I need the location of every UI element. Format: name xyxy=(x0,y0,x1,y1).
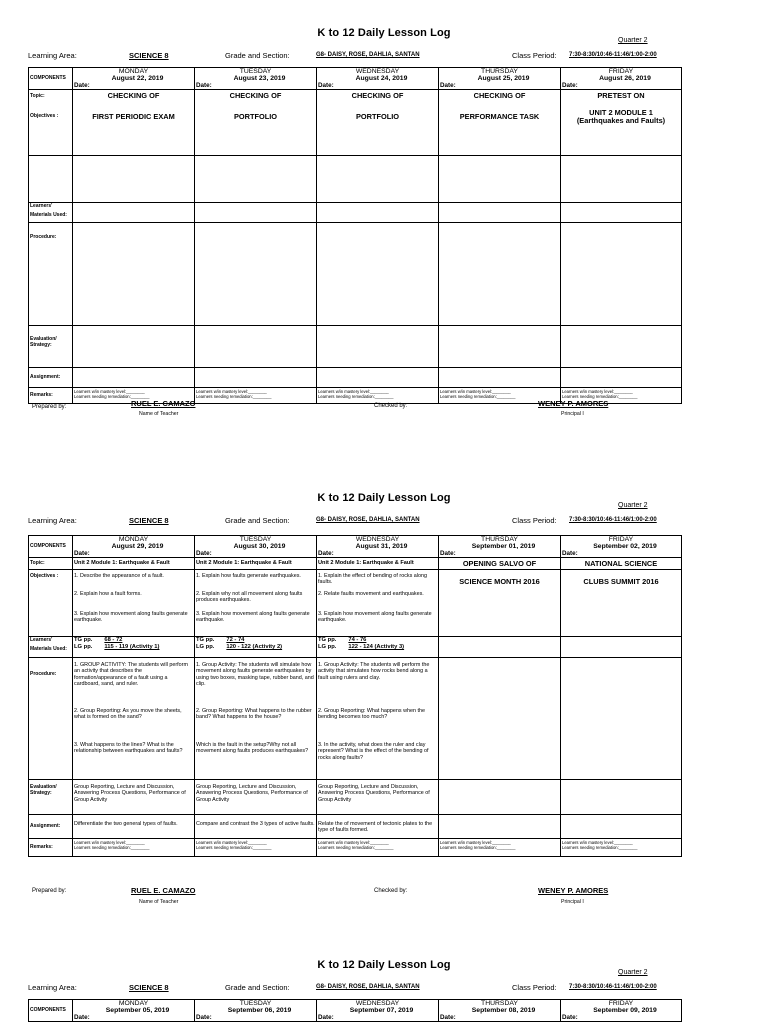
day-cell: WEDNESDAY Date: September 07, 2019 xyxy=(317,1000,439,1022)
remarks-cell: Learners w/in mastery level:________ Learners needing remediation:________ xyxy=(195,388,317,404)
objectives-cell: 1. Explain how faults generate earthquakes. 2. Explain why not all movement along faults produces earthquakes. 3. Explain how movement along faults generate earthquake. xyxy=(195,570,317,637)
remarks-row xyxy=(29,839,682,857)
topic-cell: CHECKING OF PERFORMANCE TASK xyxy=(439,90,561,156)
day-cell: TUESDAY Date: August 23, 2019 xyxy=(195,68,317,90)
principal-title: Principal I xyxy=(561,411,584,417)
class-period-value: 7:30-8:30/10:46-11:46/1:00-2:00 xyxy=(569,984,657,990)
quarter-label: Quarter 2 xyxy=(618,502,648,509)
log-title: K to 12 Daily Lesson Log xyxy=(317,492,451,504)
remarks-cell: Learners w/in mastery level:________ Learners needing remediation:________ xyxy=(73,388,195,404)
topic-objectives-row xyxy=(29,90,682,156)
day-cell: THURSDAY Date: August 25, 2019 xyxy=(439,68,561,90)
lesson-table xyxy=(28,999,682,1022)
remarks-cell: Learners w/in mastery level:________ Learners needing remediation:________ xyxy=(317,839,439,857)
assignment-label: Assignment: xyxy=(29,368,73,388)
evaluation-row xyxy=(29,780,682,815)
objectives-row xyxy=(29,570,682,637)
log-title: K to 12 Daily Lesson Log xyxy=(317,27,451,39)
grade-section-label: Grade and Section: xyxy=(225,516,290,525)
assignment-label: Assignment: xyxy=(29,815,73,839)
remarks-cell: Learners w/in mastery level:________ Learners needing remediation:________ xyxy=(195,839,317,857)
day-cell: THURSDAY Date: September 01, 2019 xyxy=(439,536,561,558)
class-period-label: Class Period: xyxy=(512,516,557,525)
remarks-cell: Learners w/in mastery level:________ Learners needing remediation:________ xyxy=(73,839,195,857)
evaluation-label: Evaluation/ Strategy: xyxy=(29,780,73,815)
procedure-cell: 1. Group Activity: The students will simulate how movement along faults generate earthquakes by using two boxes, masking tape, rubber band, and clip. 2. Group Reporting: What happens to the rubber band? What happens to the house? Which is the fault in the setup?Why not all movement along faults produces earthquakes? xyxy=(195,658,317,780)
evaluation-cell: Group Reporting, Lecture and Discussion, Answering Process Questions, Performance of Group Activity xyxy=(195,780,317,815)
day-cell: WEDNESDAY Date: August 31, 2019 xyxy=(317,536,439,558)
assignment-cell: Differentiate the two general types of faults. xyxy=(73,815,195,839)
day-cell: WEDNESDAY Date: August 24, 2019 xyxy=(317,68,439,90)
checked-by-label: Checked by: xyxy=(374,403,408,409)
learning-area-value: SCIENCE 8 xyxy=(129,516,169,525)
day-cell: MONDAY Date: September 05, 2019 xyxy=(73,1000,195,1022)
components-label: COMPONENTS xyxy=(29,1000,73,1022)
topic-cell: CHECKING OF PORTFOLIO xyxy=(317,90,439,156)
day-cell: FRIDAY Date: August 26, 2019 xyxy=(561,68,682,90)
class-period-value: 7:30-8:30/10:46-11:46/1:00-2:00 xyxy=(569,52,657,58)
teacher-title: Name of Teacher xyxy=(139,411,179,417)
assignment-cell: Relate the of movement of tectonic plates to the type of faults formed. xyxy=(317,815,439,839)
grade-section-value: G8- DAISY, ROSE, DAHLIA, SANTAN xyxy=(316,517,420,523)
learning-area-label: Learning Area: xyxy=(28,516,77,525)
remarks-label: Remarks: xyxy=(29,839,73,857)
objectives-cell: CLUBS SUMMIT 2016 xyxy=(561,570,682,637)
topic-cell: Unit 2 Module 1: Earthquake & Fault xyxy=(317,558,439,570)
log-title: K to 12 Daily Lesson Log xyxy=(317,959,451,971)
procedure-row xyxy=(29,223,682,326)
procedure-cell: 1. GROUP ACTIVITY: The students will perform an activity that describes the formation/appearance of a fault using a cardboard, sand, and ruler. 2. Group Reporting: As you move the sheets, what is formed on the sand? 3. What happens to the lines? What is the relationship between earthquakes and faults? xyxy=(73,658,195,780)
topic-cell: OPENING SALVO OF xyxy=(439,558,561,570)
quarter-label: Quarter 2 xyxy=(618,37,648,44)
topic-cell: Unit 2 Module 1: Earthquake & Fault xyxy=(73,558,195,570)
materials-cell: TG pp. 68 - 72 LG pp. 115 - 119 (Activity 1) xyxy=(73,637,195,658)
topic-label: Topic: xyxy=(29,558,73,570)
remarks-cell: Learners w/in mastery level:________ Learners needing remediation:________ xyxy=(561,388,682,404)
class-period-label: Class Period: xyxy=(512,51,557,60)
grade-section-label: Grade and Section: xyxy=(225,983,290,992)
procedure-row xyxy=(29,658,682,780)
learning-area-label: Learning Area: xyxy=(28,51,77,60)
grade-section-label: Grade and Section: xyxy=(225,51,290,60)
day-cell: THURSDAY Date: September 08, 2019 xyxy=(439,1000,561,1022)
topic-label: Topic: Objectives : xyxy=(29,90,73,156)
objectives-cell: 1. Describe the appearance of a fault. 2. Explain how a fault forms. 3. Explain how movement along faults generate earthquake. xyxy=(73,570,195,637)
topic-cell: CHECKING OF FIRST PERIODIC EXAM xyxy=(73,90,195,156)
objectives-label: Objectives : xyxy=(29,570,73,637)
remarks-cell: Learners w/in mastery level:________ Learners needing remediation:________ xyxy=(561,839,682,857)
evaluation-cell: Group Reporting, Lecture and Discussion, Answering Process Questions, Performance of Group Activity xyxy=(317,780,439,815)
day-cell: TUESDAY Date: August 30, 2019 xyxy=(195,536,317,558)
remarks-cell: Learners w/in mastery level:________ Learners needing remediation:________ xyxy=(439,839,561,857)
days-row xyxy=(29,536,682,558)
topic-cell: PRETEST ON UNIT 2 MODULE 1 (Earthquakes and Faults) xyxy=(561,90,682,156)
remarks-label: Remarks: xyxy=(29,388,73,404)
prepared-by-label: Prepared by: xyxy=(32,404,67,410)
class-period-value: 7:30-8:30/10:46-11:46/1:00-2:00 xyxy=(569,517,657,523)
grade-section-value: G8- DAISY, ROSE, DAHLIA, SANTAN xyxy=(316,52,420,58)
evaluation-label: Evaluation/ Strategy: xyxy=(29,326,73,368)
materials-cell: TG pp. 72 - 74 LG pp. 120 - 122 (Activity 2) xyxy=(195,637,317,658)
objectives-cell: SCIENCE MONTH 2016 xyxy=(439,570,561,637)
teacher-title: Name of Teacher xyxy=(139,899,179,905)
teacher-name: RUEL E. CAMAZO xyxy=(131,886,196,895)
remarks-cell: Learners w/in mastery level:________ Learners needing remediation:________ xyxy=(439,388,561,404)
day-cell: TUESDAY Date: September 06, 2019 xyxy=(195,1000,317,1022)
remarks-cell: Learners w/in mastery level:________ Learners needing remediation:________ xyxy=(317,388,439,404)
assignment-cell: Compare and contrast the 3 types of active faults. xyxy=(195,815,317,839)
topic-cell: Unit 2 Module 1: Earthquake & Fault xyxy=(195,558,317,570)
day-cell: FRIDAY Date: September 02, 2019 xyxy=(561,536,682,558)
procedure-label: Procedure: xyxy=(29,223,73,326)
objectives-cell: 1. Explain the effect of bending of rocks along faults. 2. Relate faults movement and earthquakes. 3. Explain how movement along faults generate earthquake. xyxy=(317,570,439,637)
lesson-table xyxy=(28,535,682,857)
principal-title: Principal I xyxy=(561,899,584,905)
days-row xyxy=(29,68,682,90)
materials-label: Learners' Materials Used: xyxy=(29,203,73,223)
materials-label: Learners' Materials Used: xyxy=(29,637,73,658)
prepared-by-label: Prepared by: xyxy=(32,888,67,894)
class-period-label: Class Period: xyxy=(512,983,557,992)
quarter-label: Quarter 2 xyxy=(618,969,648,976)
topic-cell: CHECKING OF PORTFOLIO xyxy=(195,90,317,156)
objectives-extra-row xyxy=(29,156,682,203)
day-cell: MONDAY Date: August 22, 2019 xyxy=(73,68,195,90)
principal-name: WENEY P. AMORES xyxy=(538,399,609,408)
grade-section-value: G8- DAISY, ROSE, DAHLIA, SANTAN xyxy=(316,984,420,990)
procedure-label: Procedure: xyxy=(29,658,73,780)
procedure-cell: 1. Group Activity: The students will perform the activity that simulates how rocks bend along a fault using rulers and clay. 2. Group Reporting: What happens when the bending becomes too much? 3. In the activity, what does the ruler and clay represent? What is the effect of the bending of rocks along faults? xyxy=(317,658,439,780)
components-label: COMPONENTS xyxy=(29,536,73,558)
principal-name: WENEY P. AMORES xyxy=(538,886,609,895)
day-cell: MONDAY Date: August 29, 2019 xyxy=(73,536,195,558)
lesson-table xyxy=(28,67,682,404)
components-label: COMPONENTS xyxy=(29,68,73,90)
materials-row xyxy=(29,637,682,658)
materials-row xyxy=(29,203,682,223)
topic-row xyxy=(29,558,682,570)
lesson-log-week-3 xyxy=(0,959,768,1024)
assignment-row xyxy=(29,815,682,839)
learning-area-label: Learning Area: xyxy=(28,983,77,992)
evaluation-row xyxy=(29,326,682,368)
evaluation-cell: Group Reporting, Lecture and Discussion, Answering Process Questions, Performance of Group Activity xyxy=(73,780,195,815)
days-row xyxy=(29,1000,682,1022)
learning-area-value: SCIENCE 8 xyxy=(129,51,169,60)
learning-area-value: SCIENCE 8 xyxy=(129,983,169,992)
topic-cell: NATIONAL SCIENCE xyxy=(561,558,682,570)
teacher-name: RUEL E. CAMAZO xyxy=(131,399,196,408)
day-cell: FRIDAY Date: September 09, 2019 xyxy=(561,1000,682,1022)
assignment-row xyxy=(29,368,682,388)
checked-by-label: Checked by: xyxy=(374,888,408,894)
materials-cell: TG pp. 74 - 76 LG pp. 122 - 124 (Activity 3) xyxy=(317,637,439,658)
